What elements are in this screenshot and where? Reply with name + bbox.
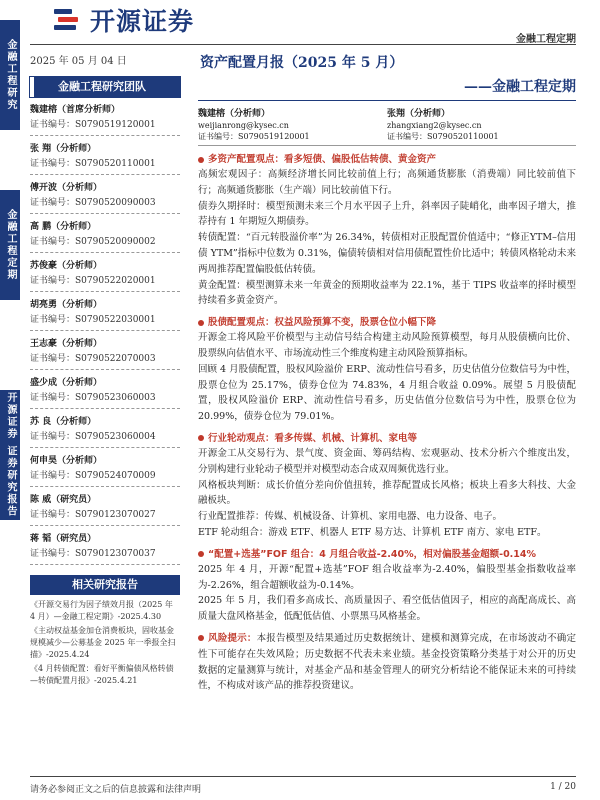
analyst-divider (30, 291, 180, 292)
analyst-name: 胡亮勇（分析师） (30, 300, 103, 310)
section-heading (198, 547, 576, 562)
section-paragraph: 高频宏观因子：高频经济增长同比较前值上行；高频通货膨胀（消费端）同比较前值下行；高频通货膨胀（生产端）同比较前值下行。 (198, 169, 576, 196)
analyst-code: 证书编号：S0790123070027 (30, 510, 156, 520)
analyst-entry (30, 415, 180, 448)
section-heading-text: 行业轮动观点：看多传媒、机械、计算机、家电等 (208, 432, 418, 444)
related-title: 相关研究报告 (30, 575, 180, 595)
analyst-name: 苏 良（分析师） (30, 417, 97, 427)
analyst-code: 证书编号：S0790522070003 (30, 354, 156, 364)
analyst-code: 证书编号：S0790522020001 (30, 276, 156, 286)
analyst-name: 陈 威（研究员） (30, 495, 97, 505)
analyst-divider (30, 564, 180, 565)
report-section (198, 152, 576, 309)
analyst-divider (30, 369, 180, 370)
report-category: 金融工程定期 (516, 34, 576, 45)
analyst-name: 蒋 韬（研究员） (30, 534, 97, 544)
analyst-entry (30, 181, 180, 214)
header-divider (30, 44, 576, 45)
left-column (30, 52, 180, 689)
analyst-code: 证书编号：S0790519120001 (30, 120, 156, 130)
report-section (198, 315, 576, 425)
section-heading-text: “配置+选基”FOF 组合：4 月组合收益-2.40%，相对偏股基金超额-0.14% (208, 548, 537, 560)
analyst-entry (30, 493, 180, 526)
analyst-entry (30, 259, 180, 292)
report-date: 2025 年 05 月 04 日 (30, 56, 127, 67)
author-2 (387, 109, 576, 142)
footer-disclaimer: 请务必参阅正文之后的信息披露和法律声明 (30, 785, 202, 795)
analyst-entry (30, 454, 180, 487)
analyst-entry (30, 532, 180, 565)
report-title: 资产配置月报（2025 年 5 月） (200, 55, 404, 71)
section-paragraph: 开源金工从交易行为、景气度、资金面、筹码结构、宏观驱动、技术分析六个维度出发，分别构建行业轮动子模型并对模型动态合成双周频优选行业。 (198, 447, 576, 475)
analyst-entry (30, 142, 180, 175)
analyst-entry (30, 298, 180, 331)
main-column (198, 52, 576, 694)
logo-mark-icon (52, 7, 82, 33)
bullet-icon (198, 551, 204, 557)
side-strip-1: 金融工程研究 (0, 20, 20, 130)
risk-text: 本报告模型及结果通过历史数据统计、建模和测算完成，在市场波动不确定性下可能存在失效风险；历史数据不代表未来业绩。基金投资策略分类基于对公开的历史数据的定量测算与统计，对基金产品和基金管理人的研究分析结论不能保证未来的可持续性，不构成对该产品的推荐投资建议。 (198, 632, 576, 692)
analyst-divider (30, 330, 180, 331)
bullet-icon (198, 635, 204, 641)
analyst-code: 证书编号：S0790123070037 (30, 549, 156, 559)
kysec-logo (52, 2, 194, 38)
bullet-icon (198, 435, 204, 441)
analyst-entry (30, 337, 180, 370)
page-header (0, 0, 600, 45)
report-section (198, 547, 576, 625)
analyst-divider (30, 135, 180, 136)
author-name: 魏建榕（分析师） (198, 109, 271, 119)
analyst-entry (30, 376, 180, 409)
related-report-link[interactable]: 《主动权益基金加仓消费板块，固收基金规模减少—公募基金 2025 年一季报全扫描》-2025.4.24 (30, 626, 176, 659)
analyst-code: 证书编号：S0790520090003 (30, 198, 156, 208)
analyst-name: 苏俊豪（分析师） (30, 261, 103, 271)
authors-divider (198, 145, 576, 146)
section-paragraph: 2025 年 4 月，开源“配置+选基”FOF 组合收益率为-2.40%，偏股型基金指数收益率为-2.26%，组合超额收益为-0.14%。 (198, 563, 576, 591)
logo-text: 开源证券 (90, 7, 195, 36)
related-report-link[interactable]: 《开源交易行为因子绩效月报（2025 年 4 月）—金融工程定期》-2025.4.30 (30, 600, 173, 621)
section-heading (198, 431, 576, 446)
analyst-entry (30, 220, 180, 253)
report-section (198, 431, 576, 541)
analyst-code: 证书编号：S0790523060004 (30, 432, 156, 442)
author-code: 证书编号：S0790520110001 (387, 132, 499, 141)
footer-divider (30, 776, 576, 777)
analyst-name: 高 鹏（分析师） (30, 222, 97, 232)
analyst-code: 证书编号：S0790522030001 (30, 315, 156, 325)
section-heading-text: 股债配置观点：权益风险预算不变，股票仓位小幅下降 (208, 317, 437, 329)
section-paragraph: 风格板块判断：成长价值分差向价值扭转，推荐配置成长风格；板块上看多大科技、大金融板块。 (198, 479, 576, 507)
analyst-name: 盛少成（分析师） (30, 378, 103, 388)
analyst-code: 证书编号：S0790520110001 (30, 159, 156, 169)
authors (198, 109, 576, 142)
analyst-divider (30, 486, 180, 487)
section-paragraph: ETF 轮动组合：游戏 ETF、机器人 ETF 易方达、计算机 ETF 南方、家电 ETF。 (198, 526, 547, 538)
section-paragraph: 黄金配置：模型测算未来一年黄金的预期收益率为 22.1%，基于 TIPS 收益率的择时模型持续看多黄金资产。 (198, 279, 576, 307)
side-strip-2: 金融工程定期 (0, 190, 20, 300)
report-subtitle: ——金融工程定期 (198, 76, 576, 101)
risk-heading: 风险提示： (208, 632, 257, 644)
report-section (198, 631, 576, 694)
related-report-link[interactable]: 《4 月转债配置：看好平衡偏债风格转债—转债配置月报》-2025.4.21 (30, 664, 174, 685)
author-email[interactable]: zhangxiang2@kysec.cn (387, 121, 482, 130)
analyst-divider (30, 252, 180, 253)
related-list (30, 599, 180, 687)
analyst-name: 傅开波（分析师） (30, 183, 103, 193)
side-strip-3: 开源证券 证券研究报告 (0, 390, 20, 520)
analyst-name: 张 翔（分析师） (30, 144, 97, 154)
analyst-divider (30, 213, 180, 214)
analyst-divider (30, 525, 180, 526)
page-number: 1 / 20 (550, 782, 576, 792)
analyst-list (30, 103, 180, 565)
section-paragraph: 行业配置推荐：传媒、机械设备、计算机、家用电器、电力设备、电子。 (198, 511, 503, 523)
analyst-divider (30, 447, 180, 448)
author-name: 张翔（分析师） (387, 109, 451, 119)
bullet-icon (198, 157, 204, 163)
bullet-icon (198, 320, 204, 326)
analyst-name: 何申昊（分析师） (30, 456, 103, 466)
section-paragraph: 回顾 4 月股债配置，股权风险溢价 ERP、流动性信号看多，历史估值分位数信号为中性，股票仓位为 25.17%，债券仓位为 74.83%，4 月组合收益 0.09%。展望 5 月股债配置，股权风险溢价 ERP、流动性信号看多，历史估值分位数信号为中性，股票仓位为 20.99%，债券仓位为 79.01%。 (198, 363, 576, 423)
section-paragraph: 2025 年 5 月，我们看多高成长、高质量因子、看空低估值因子，相应的高配高成长、高质量大盘风格基金，低配低估值、小票黑马风格基金。 (198, 595, 576, 623)
analyst-name: 王志豪（分析师） (30, 339, 103, 349)
author-email[interactable]: weijianrong@kysec.cn (198, 121, 289, 130)
analyst-code: 证书编号：S0790523060003 (30, 393, 156, 403)
analyst-entry (30, 103, 180, 136)
section-heading-text: 多资产配置观点：看多短债、偏股低估转债、黄金资产 (208, 154, 437, 165)
sections (198, 152, 576, 694)
author-code: 证书编号：S0790519120001 (198, 132, 310, 141)
section-heading (198, 152, 576, 167)
author-1 (198, 109, 387, 142)
analyst-code: 证书编号：S0790524070009 (30, 471, 156, 481)
section-paragraph: 开源金工将风险平价模型与主动信号结合构建主动风险预算模型，每月从股债横向比价、股票纵向估值水平、市场流动性三个维度构建主动风险预算指标。 (198, 332, 576, 359)
section-paragraph: 债券久期择时：模型预测未来三个月水平因子上升，斜率因子陡峭化，曲率因子增大，推荐持有 1 年期短久期债券。 (198, 200, 576, 228)
team-title: 金融工程研究团队 (30, 77, 180, 97)
analyst-divider (30, 408, 180, 409)
analyst-divider (30, 174, 180, 175)
analyst-name: 魏建榕（首席分析师） (30, 105, 121, 115)
section-heading (198, 315, 576, 330)
section-paragraph (198, 631, 576, 694)
section-paragraph: 转债配置：“百元转股溢价率”为 26.34%，转债相对正股配置价值适中；“修正YTM–信用债 YTM”指标中位数为 0.31%，偏债转债相对信用债配置性价比适中；转债风格轮动未来两周推荐配置偏股低估转债。 (198, 232, 576, 275)
analyst-code: 证书编号：S0790520090002 (30, 237, 156, 247)
